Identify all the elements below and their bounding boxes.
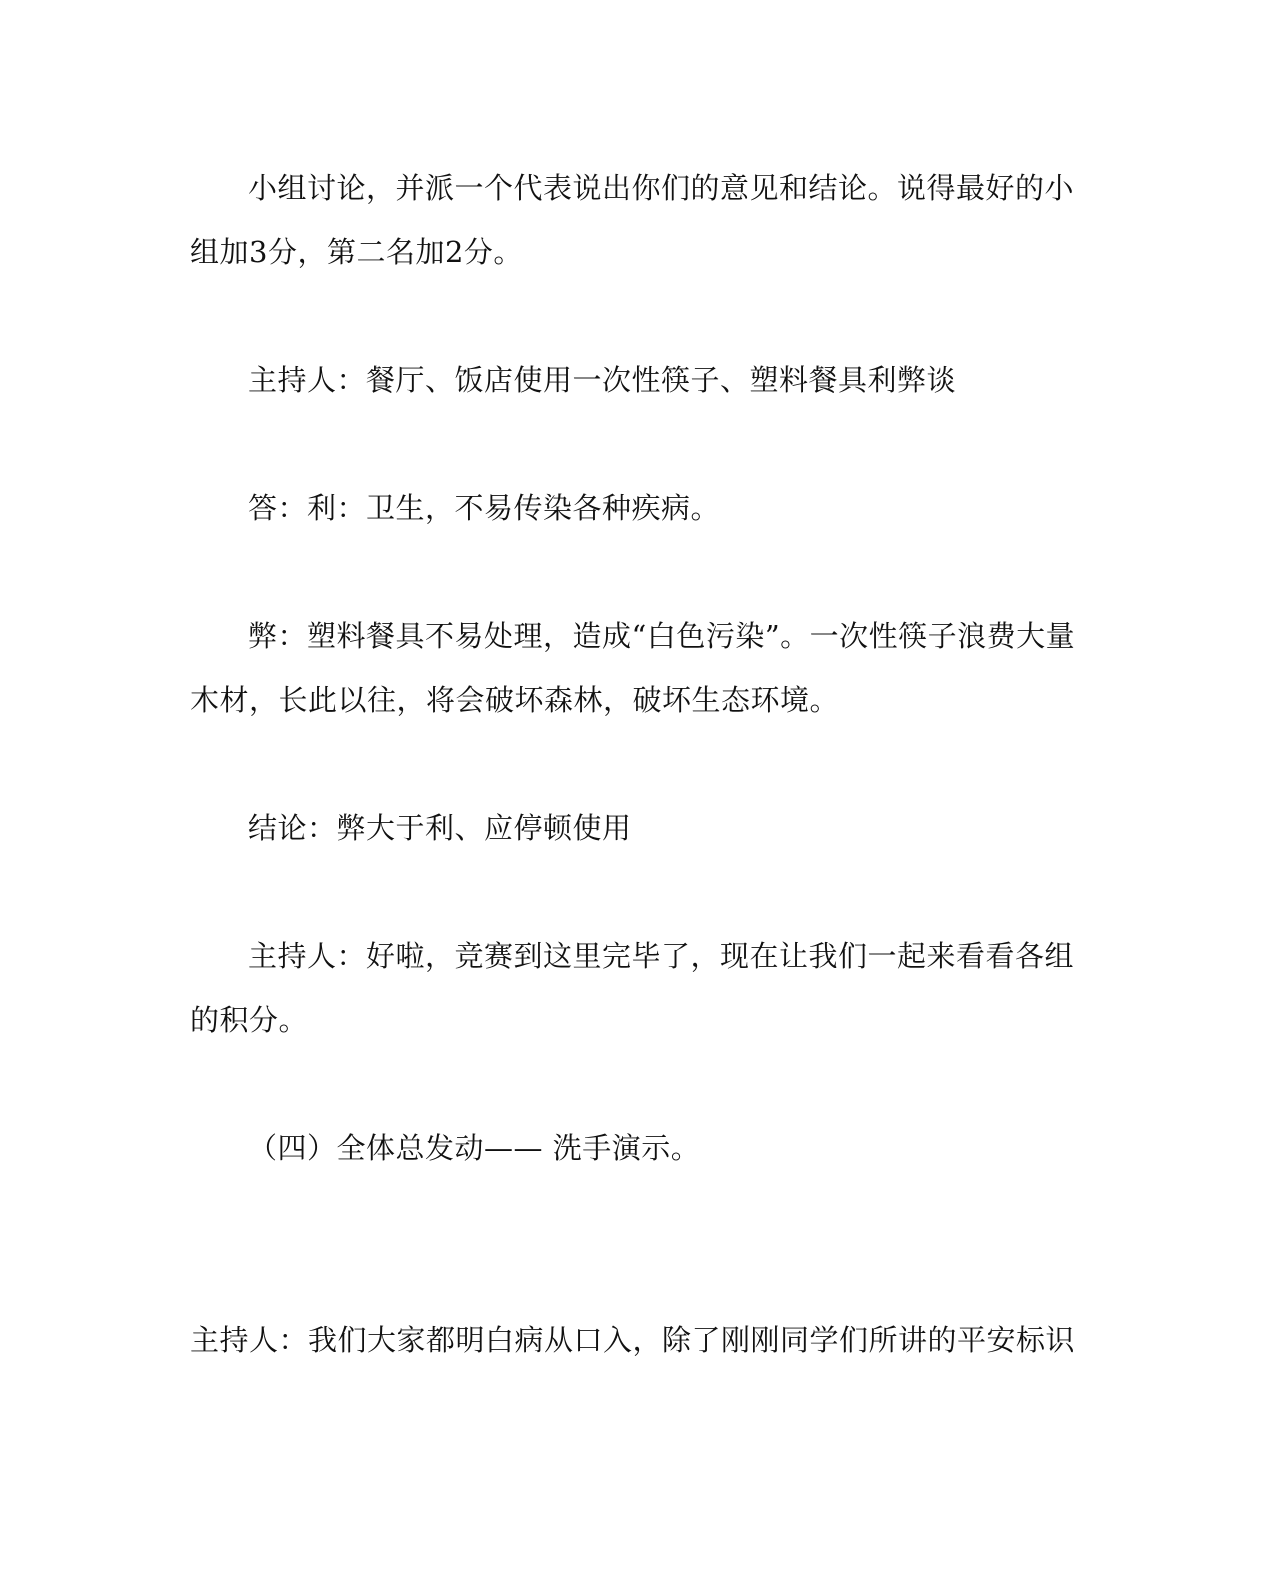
paragraph-4-line-2: 木材，长此以往，将会破坏森林，破坏生态环境。 [190, 683, 840, 717]
paragraph-1-line-2: 组加3分，第二名加2分。 [190, 235, 523, 269]
paragraph-3-line-1: 答：利：卫生，不易传染各种疾病。 [248, 491, 721, 525]
paragraph-6-line-2: 的积分。 [190, 1003, 309, 1037]
paragraph-1-line-1: 小组讨论，并派一个代表说出你们的意见和结论。说得最好的小 [248, 171, 1075, 205]
paragraph-4-line-1: 弊：塑料餐具不易处理，造成“白色污染”。一次性筷子浪费大量 [248, 619, 1076, 653]
paragraph-2-line-1: 主持人：餐厅、饭店使用一次性筷子、塑料餐具利弊谈 [248, 363, 957, 397]
paragraph-6-line-1: 主持人：好啦，竞赛到这里完毕了，现在让我们一起来看看各组 [248, 939, 1075, 973]
paragraph-8-line-1: 主持人：我们大家都明白病从口入，除了刚刚同学们所讲的平安标识 [190, 1323, 1076, 1357]
paragraph-5-line-1: 结论：弊大于利、应停顿使用 [248, 811, 632, 845]
paragraph-7-line-1: （四）全体总发动—— 洗手演示。 [248, 1131, 701, 1165]
